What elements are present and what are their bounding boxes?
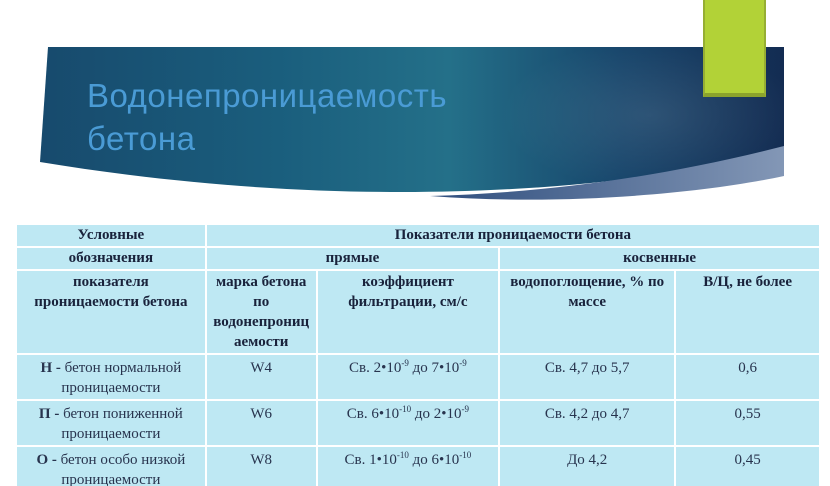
row1-wc: 0,6	[675, 354, 820, 400]
table-header-row-2	[16, 247, 820, 270]
header-wc-ratio: В/Ц, не более	[675, 270, 820, 354]
header-grade: марка бетона по водонепрониц аемости	[206, 270, 317, 354]
row1-designation	[16, 354, 206, 400]
row2-absorption: Св. 4,2 до 4,7	[499, 400, 675, 446]
header-filtration-text: коэффициент фильтрации, см/с	[348, 274, 468, 310]
row2-wc: 0,55	[675, 400, 820, 446]
row1-filt-b-exp: -9	[459, 358, 467, 368]
row2-filt-b: до 2•10	[411, 406, 462, 422]
header-col1-line1: Условные	[16, 224, 206, 247]
row3-filt-b-exp: -10	[459, 450, 472, 460]
row1-grade: W4	[206, 354, 317, 400]
header-group-indicators: Показатели проницаемости бетона	[206, 224, 820, 247]
header-indirect: косвенные	[499, 247, 820, 270]
table-row-very-low-permeability	[16, 446, 820, 486]
slide-title-line-1: Водонепроницаемость	[87, 77, 448, 114]
slide-title-line-2: бетона	[87, 120, 196, 157]
header-direct: прямые	[206, 247, 499, 270]
row1-filt-b: до 7•10	[408, 360, 460, 376]
row3-designation	[16, 446, 206, 486]
row3-filt-a: Св. 1•10	[344, 452, 397, 468]
row3-filt-b: до 6•10	[408, 452, 460, 468]
table-header-row-3	[16, 270, 820, 354]
permeability-table	[15, 223, 821, 486]
header-col1-line2: обозначения	[16, 247, 206, 270]
green-accent-bar	[703, 0, 766, 97]
row3-grade: W8	[206, 446, 317, 486]
row3-symbol: О -	[36, 452, 57, 468]
row2-filt-a-exp: -10	[399, 404, 412, 414]
row1-filt-a-exp: -9	[401, 358, 409, 368]
row2-filtration	[317, 400, 500, 446]
row1-name: бетон нормальной проницаемости	[61, 360, 182, 396]
row2-symbol: П -	[38, 406, 60, 422]
row3-name: бетон особо низкой проницаемости	[60, 452, 186, 486]
row2-designation	[16, 400, 206, 446]
row3-filtration	[317, 446, 500, 486]
row2-filt-b-exp: -9	[461, 404, 470, 414]
row1-symbol: Н -	[40, 360, 61, 376]
header-absorption: водопоглощение, % по массе	[499, 270, 675, 354]
row2-filt-a: Св. 6•10	[346, 406, 400, 422]
header-filtration	[317, 270, 500, 354]
row2-name: бетон пониженной проницаемости	[61, 406, 183, 442]
row1-filtration	[317, 354, 500, 400]
row3-filt-a-exp: -10	[396, 450, 409, 460]
table-row-normal-permeability	[16, 354, 820, 400]
row1-absorption: Св. 4,7 до 5,7	[499, 354, 675, 400]
table-header-row-1	[16, 224, 820, 247]
table-row-reduced-permeability	[16, 400, 820, 446]
row2-grade: W6	[206, 400, 317, 446]
row3-absorption: До 4,2	[499, 446, 675, 486]
row1-filt-a: Св. 2•10	[349, 360, 402, 376]
header-col1-line3: показателя проницаемости бетона	[16, 270, 206, 354]
slide-title	[87, 74, 447, 160]
row3-wc: 0,45	[675, 446, 820, 486]
